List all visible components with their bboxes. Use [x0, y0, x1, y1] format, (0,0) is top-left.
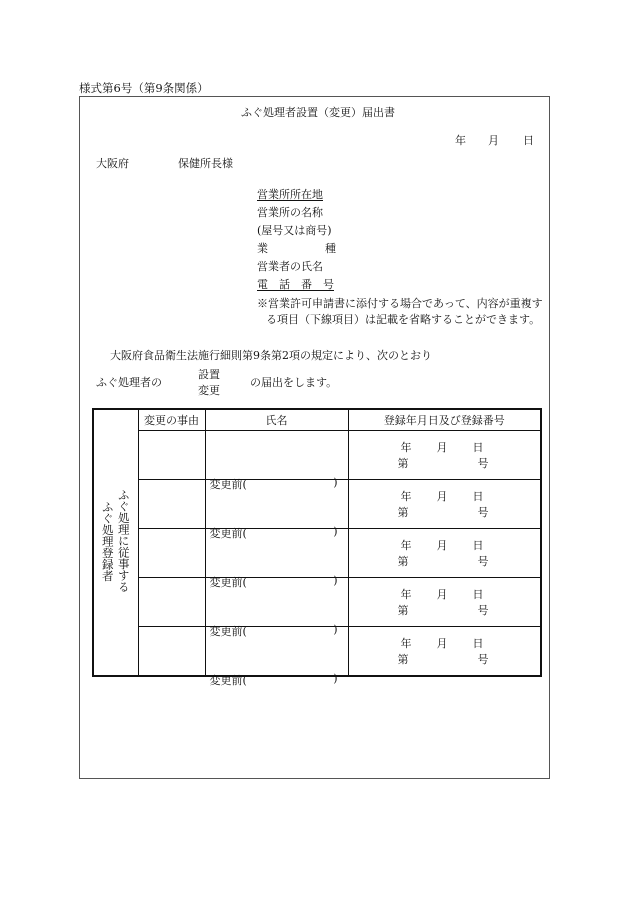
addressee-prefecture: 大阪府 — [96, 157, 129, 170]
date-day-label: 日 — [523, 134, 534, 147]
reg-month-label: 月 — [436, 490, 448, 503]
date-month-label: 月 — [488, 134, 499, 147]
statement-option-change[interactable]: 変更 — [198, 384, 220, 397]
before-change-label: 変更前( — [209, 478, 247, 491]
business-address-label: 営業所所在地 — [257, 188, 323, 201]
name-cell[interactable] — [205, 529, 348, 589]
side-label-line2: ふぐ処理登録者 — [100, 500, 115, 582]
reg-year-label: 年 — [400, 539, 412, 552]
name-cell[interactable] — [205, 627, 348, 687]
before-change-close: ) — [333, 623, 338, 636]
registration-cell[interactable] — [348, 529, 541, 578]
registration-cell[interactable] — [348, 578, 541, 627]
table-row — [93, 627, 541, 677]
reason-cell[interactable] — [138, 529, 205, 578]
reg-day-label: 日 — [472, 441, 484, 454]
before-change-close: ) — [333, 476, 338, 489]
table-header-row — [93, 409, 541, 431]
reg-number-suffix: 号 — [477, 653, 489, 666]
side-label-line1: ふぐ処理に従事する — [116, 489, 131, 593]
business-type-label-end: 種 — [325, 242, 336, 255]
reg-number-prefix: 第 — [397, 506, 409, 519]
header-reason: 変更の事由 — [138, 409, 205, 431]
before-change-close: ) — [333, 672, 338, 685]
reg-month-label: 月 — [436, 539, 448, 552]
registration-cell[interactable] — [348, 480, 541, 529]
table-row — [93, 578, 541, 627]
reg-day-label: 日 — [472, 588, 484, 601]
reg-month-label: 月 — [436, 588, 448, 601]
header-registration: 登録年月日及び登録番号 — [348, 409, 541, 431]
table-row — [93, 431, 541, 480]
reg-number-prefix: 第 — [397, 653, 409, 666]
omission-note-line2: る項目（下線項目）は記載を省略することができます。 — [266, 313, 541, 326]
reg-year-label: 年 — [400, 588, 412, 601]
reason-cell[interactable] — [138, 627, 205, 677]
form-number: 様式第6号（第9条関係） — [79, 81, 209, 95]
business-type-label-start: 業 — [257, 242, 268, 255]
business-name-note: (屋号又は商号) — [257, 224, 332, 237]
reg-day-label: 日 — [472, 490, 484, 503]
reg-number-prefix: 第 — [397, 604, 409, 617]
phone-number-label: 電 話 番 号 — [257, 278, 334, 291]
reg-number-suffix: 号 — [477, 555, 489, 568]
reg-year-label: 年 — [400, 490, 412, 503]
reg-day-label: 日 — [472, 637, 484, 650]
reason-cell[interactable] — [138, 480, 205, 529]
reg-number-prefix: 第 — [397, 457, 409, 470]
before-change-close: ) — [333, 525, 338, 538]
reg-number-suffix: 号 — [477, 457, 489, 470]
name-cell[interactable] — [205, 480, 348, 540]
registrant-table — [92, 408, 542, 687]
table-row — [93, 480, 541, 529]
reason-cell[interactable] — [138, 431, 205, 480]
before-change-label: 変更前( — [209, 576, 247, 589]
operator-name-label: 営業者の氏名 — [257, 260, 323, 273]
date-year-label: 年 — [455, 134, 466, 147]
before-change-close: ) — [333, 574, 338, 587]
reason-cell[interactable] — [138, 578, 205, 627]
registrant-side-label — [93, 409, 138, 676]
before-change-label: 変更前( — [209, 625, 247, 638]
table-row — [93, 529, 541, 578]
reg-number-prefix: 第 — [397, 555, 409, 568]
statement-line1: 大阪府食品衛生法施行細則第9条第2項の規定により、次のとおり — [110, 349, 432, 362]
statement-subject: ふぐ処理者の — [96, 376, 162, 389]
reg-month-label: 月 — [436, 441, 448, 454]
statement-suffix: の届出をします。 — [250, 376, 338, 389]
registration-cell[interactable] — [348, 627, 541, 677]
reg-year-label: 年 — [400, 441, 412, 454]
reg-year-label: 年 — [400, 637, 412, 650]
name-cell[interactable] — [205, 431, 348, 491]
reg-number-suffix: 号 — [477, 506, 489, 519]
statement-option-establish[interactable]: 設置 — [198, 368, 220, 381]
name-cell[interactable] — [205, 578, 348, 638]
reg-month-label: 月 — [436, 637, 448, 650]
addressee-office: 保健所長様 — [178, 157, 233, 170]
reg-number-suffix: 号 — [477, 604, 489, 617]
business-name-label: 営業所の名称 — [257, 206, 323, 219]
before-change-label: 変更前( — [209, 674, 247, 687]
form-title: ふぐ処理者設置（変更）届出書 — [241, 106, 395, 119]
reg-day-label: 日 — [472, 539, 484, 552]
header-name: 氏名 — [205, 409, 348, 431]
registration-cell[interactable] — [348, 431, 541, 480]
omission-note-line1: ※営業許可申請書に添付する場合であって、内容が重複す — [257, 297, 543, 310]
before-change-label: 変更前( — [209, 527, 247, 540]
